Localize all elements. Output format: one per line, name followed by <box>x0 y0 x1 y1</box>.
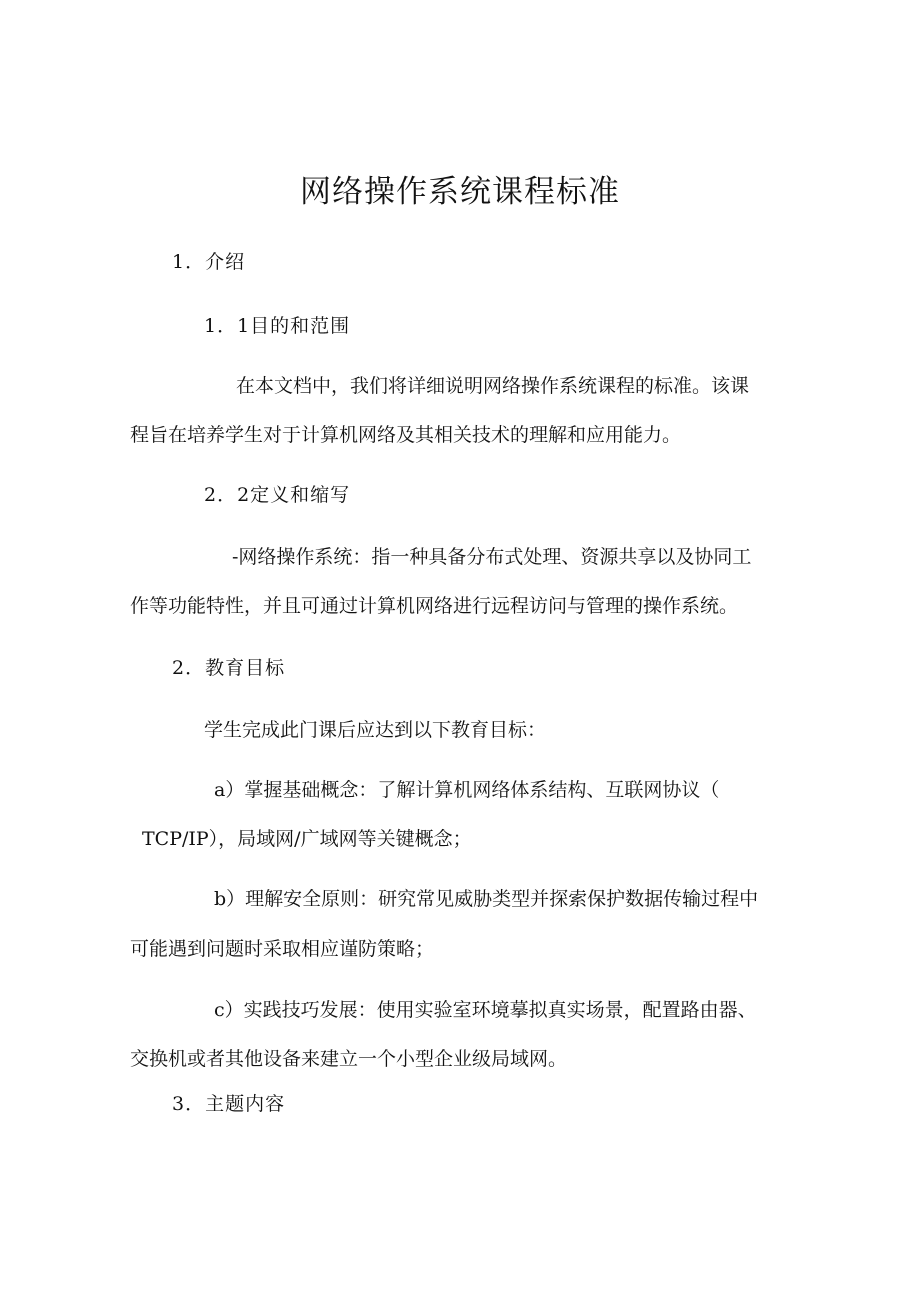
goal-a-line-2: TCP/IP），局域网/广域网等关键概念； <box>142 828 472 850</box>
subsection-heading-definitions: 2．2定义和缩写 <box>204 484 351 506</box>
section-heading-education-goals: 2．教育目标 <box>172 657 286 679</box>
section-heading-topics: 3．主题内容 <box>172 1093 286 1115</box>
paragraph-purpose-line-2: 程旨在培养学生对于计算机网络及其相关技术的理解和应用能力。 <box>130 424 682 446</box>
goal-c-line-1: c）实践技巧发展：使用实验室环境摹拟真实场景，配置路由器、 <box>214 999 757 1021</box>
paragraph-definition-line-1: -网络操作系统：指一种具备分布式处理、资源共享以及协同工 <box>232 546 752 568</box>
subsection-heading-purpose-scope: 1．1目的和范围 <box>204 315 351 337</box>
goal-a-line-1: a）掌握基础概念：了解计算机网络体系结构、互联网协议（ <box>214 779 720 801</box>
goal-b-line-1: b）理解安全原则：研究常见威胁类型并探索保护数据传输过程中 <box>214 888 759 910</box>
document-title: 网络操作系统课程标准 <box>300 174 620 210</box>
goal-b-line-2: 可能遇到问题时采取相应谨防策略； <box>130 938 435 960</box>
goal-c-line-2: 交换机或者其他设备来建立一个小型企业级局域网。 <box>130 1048 568 1070</box>
section-heading-introduction: 1．介绍 <box>172 251 246 273</box>
paragraph-purpose-line-1: 在本文档中，我们将详细说明网络操作系统课程的标准。该课 <box>236 375 750 397</box>
paragraph-goals-intro: 学生完成此门课后应达到以下教育目标： <box>204 719 547 741</box>
paragraph-definition-line-2: 作等功能特性，并且可通过计算机网络进行远程访问与管理的操作系统。 <box>130 595 739 617</box>
